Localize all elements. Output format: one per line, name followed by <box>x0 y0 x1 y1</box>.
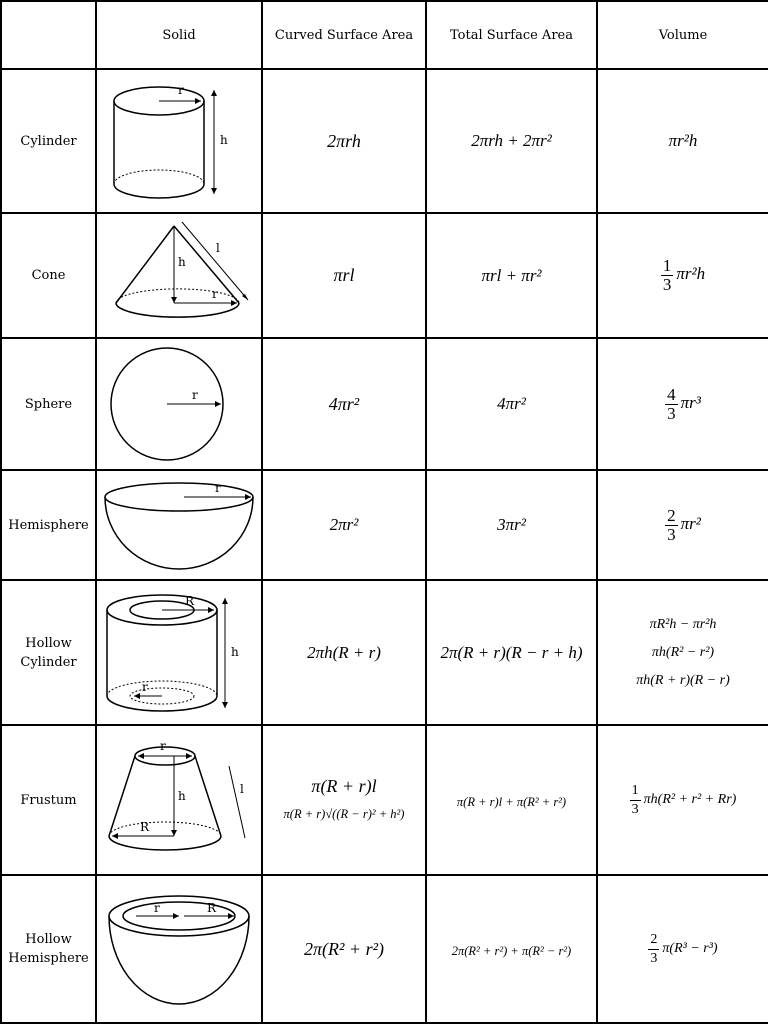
hollow-hemisphere-figure <box>96 875 262 1023</box>
header-blank <box>1 1 96 69</box>
tsa-formula: π(R + r)l + π(R² + r²) <box>456 794 567 809</box>
volume-cell <box>597 875 768 1023</box>
tsa-formula: 2π(R² + r²) + π(R² − r²) <box>451 943 572 958</box>
csa-formula: 2πh(R + r) <box>307 642 381 662</box>
csa-cell <box>262 580 426 725</box>
tsa-formula: πrl + πr² <box>481 265 542 285</box>
solid-name: Hollow Cylinder <box>1 580 96 725</box>
tsa-formula: 2πrh + 2πr² <box>471 131 552 150</box>
volume-formula-line: πh(R + r)(R − r) <box>636 672 730 688</box>
volume-cell <box>597 69 768 213</box>
radius-label: r <box>178 83 184 97</box>
hollow-cylinder-figure <box>96 580 262 725</box>
tsa-formula: 2π(R + r)(R − r + h) <box>440 642 583 662</box>
tsa-cell <box>426 725 597 875</box>
tsa-cell <box>426 338 597 470</box>
solid-name: Hollow Hemisphere <box>1 875 96 1023</box>
cone-diagram <box>104 218 254 333</box>
table-row <box>1 69 768 213</box>
tsa-formula: 4πr² <box>497 394 526 413</box>
volume-cell <box>597 213 768 338</box>
tsa-cell <box>426 875 597 1023</box>
csa-formula-line: π(R + r)l <box>311 776 377 796</box>
csa-cell <box>262 725 426 875</box>
volume-formula: $\frac{1}{3}$ πh(R² + r² + Rr) <box>631 782 737 817</box>
slant-label: l <box>216 241 220 255</box>
table-row <box>1 213 768 338</box>
sphere-diagram <box>104 344 254 464</box>
volume-formula-line: πR²h − πr²h <box>649 616 717 632</box>
inner-radius-label: r <box>142 679 148 694</box>
table-row <box>1 875 768 1023</box>
table-row <box>1 470 768 580</box>
solid-name: Frustum <box>1 725 96 875</box>
height-label: h <box>220 133 228 147</box>
outer-radius-label: R <box>185 593 195 608</box>
header-volume: Volume <box>597 1 768 69</box>
solid-name: Sphere <box>1 338 96 470</box>
hemisphere-figure <box>96 470 262 580</box>
volume-cell <box>597 470 768 580</box>
solid-name: Hemisphere <box>1 470 96 580</box>
header-csa: Curved Surface Area <box>262 1 426 69</box>
bottom-radius-label: R <box>140 819 150 834</box>
csa-cell <box>262 338 426 470</box>
tsa-formula: 3πr² <box>497 515 526 534</box>
csa-cell <box>262 875 426 1023</box>
top-radius-label: r <box>160 738 166 753</box>
csa-formula: 2πr² <box>329 515 359 534</box>
csa-formula: πrl <box>333 265 355 285</box>
volume-formula: $\frac{2}{3}$ π(R³ − r³) <box>650 931 718 966</box>
header-tsa: Total Surface Area <box>426 1 597 69</box>
solid-name: Cone <box>1 213 96 338</box>
csa-cell <box>262 213 426 338</box>
csa-formula: 2πrh <box>327 130 361 151</box>
radius-label: r <box>212 287 218 301</box>
height-label: h <box>231 644 239 659</box>
slant-label: l <box>240 781 244 796</box>
tsa-cell <box>426 69 597 213</box>
header-row <box>1 1 768 69</box>
hollow-cylinder-diagram <box>104 588 254 718</box>
sphere-figure <box>96 338 262 470</box>
inner-radius-label: r <box>153 901 160 915</box>
cylinder-figure <box>96 69 262 213</box>
csa-formula: 2π(R² + r²) <box>304 938 384 959</box>
hemisphere-diagram <box>102 475 257 575</box>
height-label: h <box>178 255 186 269</box>
volume-formula: $\frac{2}{3}$ πr² <box>667 505 701 544</box>
height-label: h <box>178 788 186 803</box>
volume-formula: $\frac{1}{3}$ πr²h <box>662 256 706 294</box>
radius-label: r <box>214 481 221 495</box>
frustum-diagram <box>104 738 254 863</box>
table-row <box>1 580 768 725</box>
csa-cell <box>262 69 426 213</box>
hollow-hemisphere-diagram <box>102 884 257 1014</box>
volume-cell <box>597 580 768 725</box>
volume-formula: $\frac{4}{3}$ πr³ <box>667 384 701 423</box>
cone-figure <box>96 213 262 338</box>
tsa-cell <box>426 213 597 338</box>
table-row <box>1 338 768 470</box>
csa-cell <box>262 470 426 580</box>
table-row <box>1 725 768 875</box>
tsa-cell <box>426 580 597 725</box>
volume-formula: πr²h <box>668 131 698 150</box>
volume-formula-line: πh(R² − r²) <box>651 644 715 660</box>
volume-cell <box>597 338 768 470</box>
volume-cell <box>597 725 768 875</box>
cylinder-diagram <box>104 76 254 206</box>
header-solid: Solid <box>96 1 262 69</box>
tsa-cell <box>426 470 597 580</box>
radius-label: r <box>192 388 198 402</box>
csa-formula-line: π(R + r)√((R − r)² + h²) <box>283 807 405 821</box>
csa-formula: 4πr² <box>328 393 360 414</box>
outer-radius-label: R <box>206 901 216 915</box>
frustum-figure <box>96 725 262 875</box>
solid-name: Cylinder <box>1 69 96 213</box>
